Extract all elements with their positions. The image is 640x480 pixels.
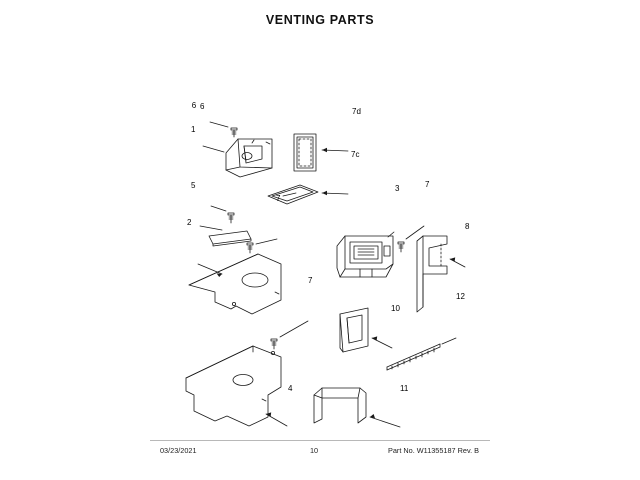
footer-part-number: Part No. W11355187 Rev. B xyxy=(388,446,479,455)
part-7-screw-d xyxy=(271,339,277,349)
callout-2-label: 2 xyxy=(187,218,192,227)
callout-7c-label: 7 xyxy=(425,180,430,189)
leader-7d xyxy=(280,321,308,337)
part-6-screw xyxy=(231,128,237,137)
callout-6-label: 6 xyxy=(200,102,205,111)
part-12-u-bracket xyxy=(314,388,366,423)
arrow-2 xyxy=(217,273,222,277)
callout-6: 6 xyxy=(191,101,197,110)
part-7-screw-a xyxy=(228,213,234,223)
leader-5 xyxy=(200,226,222,230)
callout-9-label: 7c xyxy=(351,150,360,159)
leader-12 xyxy=(370,417,400,427)
part-7-screw-c xyxy=(398,242,404,252)
part-13-rod xyxy=(387,344,440,370)
part-1-vent-housing xyxy=(226,139,272,177)
part-2-panel xyxy=(189,254,281,314)
footer-date: 03/23/2021 xyxy=(160,446,197,455)
venting-parts-diagram xyxy=(0,40,640,435)
leader-2 xyxy=(198,264,222,274)
part-7-screw-b xyxy=(247,243,253,253)
part-10-filter xyxy=(294,134,316,171)
page-footer xyxy=(0,446,640,460)
callout-3-label: 3 xyxy=(395,184,400,193)
callout-labels xyxy=(192,101,197,110)
callout-5-label: 5 xyxy=(191,181,196,190)
arrow-9 xyxy=(322,191,327,195)
leader-1 xyxy=(203,146,224,152)
page-title: VENTING PARTS xyxy=(265,13,375,27)
callout-11-label: 10 xyxy=(391,304,400,313)
callout-12-label: 11 xyxy=(400,384,409,393)
leader-6 xyxy=(210,122,228,127)
diagram-svg xyxy=(0,40,640,435)
callout-10-label: 7d xyxy=(352,107,361,116)
part-8-support-bracket xyxy=(417,236,447,312)
callout-7d-label: 7 xyxy=(308,276,313,285)
part-11-duct-shield xyxy=(340,308,368,352)
part-5-bracket xyxy=(209,231,251,246)
leader-7b xyxy=(256,239,277,244)
callout-13-label: 12 xyxy=(456,292,465,301)
footer-divider xyxy=(150,440,490,441)
callout-1-label: 1 xyxy=(191,125,196,134)
arrow-10 xyxy=(322,148,327,152)
footer-page-number: 10 xyxy=(310,446,319,455)
callout-4-label: 4 xyxy=(288,384,293,393)
leader-7a xyxy=(211,206,226,211)
callout-8-label: 8 xyxy=(465,222,470,231)
callout-7b-label: 7 xyxy=(276,194,281,203)
part-3-blower-assembly xyxy=(337,236,393,277)
leader-13 xyxy=(442,338,456,344)
